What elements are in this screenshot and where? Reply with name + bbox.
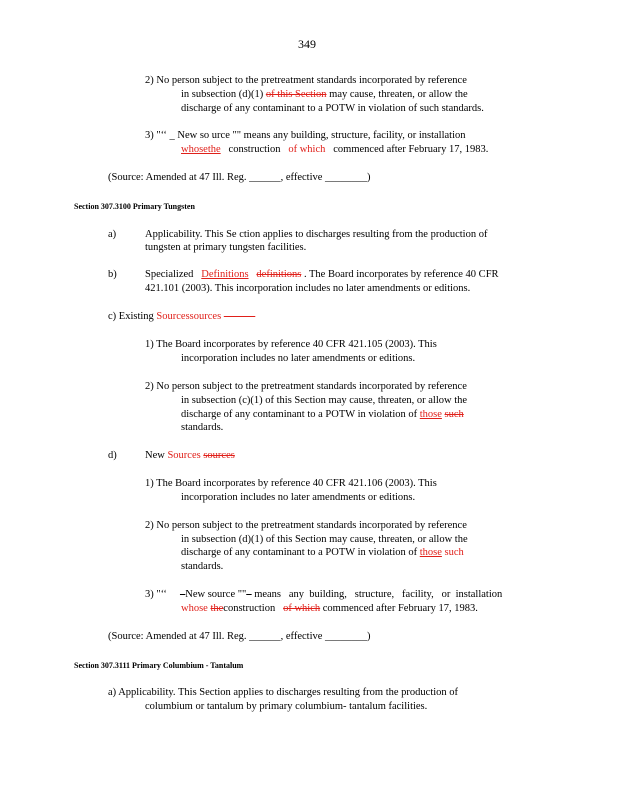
section-3100-b-line1	[145, 268, 499, 281]
deleted-text: definitions	[256, 269, 302, 280]
text: discharge of any contaminant to a POTW in violation of	[181, 409, 418, 420]
section-3100-source: (Source: Amended at 47 Ill. Reg. ______, effective ________)	[108, 631, 371, 642]
section-3100-c-item1-line1: 1) The Board incorporates by reference 40 CFR 421.105 (2003). This	[145, 339, 437, 350]
inserted-text: those	[419, 409, 442, 420]
section-3100-d-item1-line1: 1) The Board incorporates by reference 40 CFR 421.106 (2003). This	[145, 478, 437, 489]
block1-item2-line2	[181, 88, 468, 101]
section-3100-d-item2-line3	[181, 546, 464, 559]
section-3100-a-line1: Applicability. This Se ction applies to discharges resulting from the production of	[145, 229, 488, 240]
text: Specialized	[145, 269, 194, 280]
deleted-text: the	[210, 603, 224, 614]
section-3111-a-line2: columbium or tantalum by primary columbium- tantalum facilities.	[145, 701, 428, 712]
section-3100-d-item2-line1: 2) No person subject to the pretreatment standards incorporated by reference	[145, 520, 467, 531]
inserted-text: of which	[288, 144, 326, 155]
text: New source ""	[185, 589, 247, 600]
deleted-text: sources	[203, 450, 235, 461]
text: in subsection (d)(1)	[181, 89, 264, 100]
section-3100-d-item2-line2: in subsection (d)(1) of this Section may cause, threaten, or allow the	[181, 534, 468, 545]
text: 3) "‘‘	[145, 589, 167, 600]
block1-item2-line1: 2) No person subject to the pretreatment standards incorporated by reference	[145, 75, 467, 86]
section-3100-d-item1-line2: incorporation includes no later amendments or editions.	[181, 492, 416, 503]
section-3100-c-heading	[108, 310, 255, 323]
section-3100-d-item3-line1	[145, 588, 502, 601]
text: c) Existing	[108, 311, 154, 322]
inserted-text: whosethe	[181, 144, 221, 155]
text: . The Board incorporates by reference 40 CFR	[303, 269, 499, 280]
block1-source: (Source: Amended at 47 Ill. Reg. ______, effective ________)	[108, 172, 371, 183]
block1-item3-line1: 3) "‘‘ _ New so urce "" means any building, structure, facility, or installation	[145, 130, 466, 141]
deleted-text	[224, 311, 256, 322]
section-3100-b-line2: 421.101 (2003). This incorporation includes no later amendments or editions.	[145, 283, 471, 294]
section-3100-c-item2-line3	[181, 408, 464, 421]
section-3100-a-label: a)	[108, 229, 117, 240]
inserted-text: Sourcessources	[156, 311, 222, 322]
deleted-text: such	[444, 547, 464, 558]
text: commenced after February 17, 1983.	[322, 603, 478, 614]
section-3100-d-heading	[145, 449, 235, 462]
deleted-text: of which	[283, 603, 321, 614]
section-3100-heading: Section 307.3100 Primary Tungsten	[74, 202, 195, 211]
inserted-text: those	[419, 547, 442, 558]
section-3100-a-line2: tungsten at primary tungsten facilities.	[145, 242, 307, 253]
inserted-text: Sources	[167, 450, 201, 461]
deleted-text: such	[444, 409, 464, 420]
page-number: 349	[298, 37, 316, 51]
block1-item2-line3: discharge of any contaminant to a POTW in violation of such standards.	[181, 103, 484, 114]
section-3100-d-item2-line4: standards.	[181, 561, 224, 572]
inserted-text: Definitions	[201, 269, 249, 280]
section-3100-c-item2-line1: 2) No person subject to the pretreatment standards incorporated by reference	[145, 381, 467, 392]
deleted-text: –	[180, 589, 186, 600]
section-3111-a-line1: a) Applicability. This Section applies to discharges resulting from the production of	[108, 687, 459, 698]
deleted-text: –	[246, 589, 252, 600]
inserted-text: whose	[181, 603, 208, 614]
text: may cause, threaten, or allow the	[329, 89, 468, 100]
text: commenced after February 17, 1983.	[333, 144, 489, 155]
text: construction	[228, 144, 281, 155]
text: discharge of any contaminant to a POTW in violation of	[181, 547, 418, 558]
deleted-text: of this Section	[265, 89, 327, 100]
section-3111-heading: Section 307.3111 Primary Columbium - Tantalum	[74, 661, 244, 670]
section-3100-c-item2-line4: standards.	[181, 422, 224, 433]
section-3100-d-item3-line2	[181, 602, 478, 615]
text: New	[145, 450, 165, 461]
block1-item3-line2	[181, 143, 488, 156]
text: means any building, structure, facility, or installation	[251, 589, 503, 600]
section-3100-c-item2-line2: in subsection (c)(1) of this Section may cause, threaten, or allow the	[181, 395, 468, 406]
section-3100-b-label: b)	[108, 269, 117, 280]
text: construction	[223, 603, 276, 614]
section-3100-c-item1-line2: incorporation includes no later amendments or editions.	[181, 353, 416, 364]
section-3100-d-label: d)	[108, 450, 117, 461]
